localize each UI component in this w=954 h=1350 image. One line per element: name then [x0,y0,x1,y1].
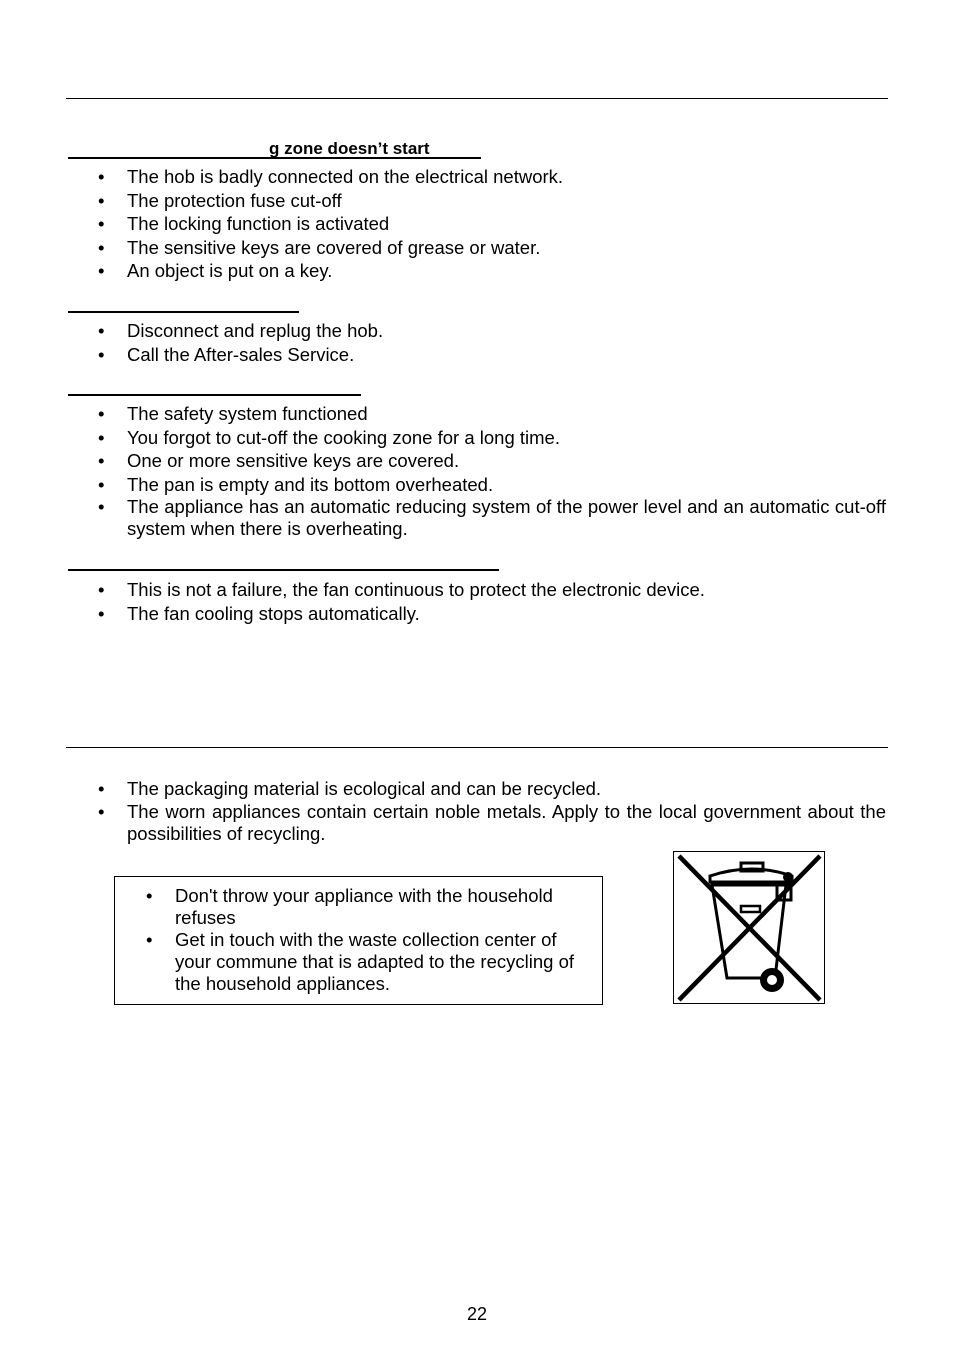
cooking-zone-heading: g zone doesn’t start [269,139,430,158]
heading-underline [68,569,499,571]
list-item: • The safety system functioned [68,402,886,426]
list-item: • Don't throw your appliance with the household refuses [115,885,595,929]
heading-underline [68,311,299,313]
environment-section-rule [66,747,888,748]
list-item: • An object is put on a key. [68,259,888,283]
list-item: • The hob is badly connected on the electrical network. [68,165,888,189]
list-item: • The pan is empty and its bottom overheated. [68,473,886,497]
list-item: • The packaging material is ecological and can be recycled. [68,777,886,801]
fan-notes-list [68,578,888,625]
list-item: • One or more sensitive keys are covered. [68,449,886,473]
environment-notes-list [68,777,886,846]
list-item: • The fan cooling stops automatically. [68,602,888,626]
crossed-out-wheelie-bin-icon [673,851,825,1004]
cut-off-causes-list [68,402,886,542]
list-item: • Get in touch with the waste collection center of your commune that is adapted to the recycling of the household appliances. [115,929,595,995]
list-item: • The protection fuse cut-off [68,189,888,213]
disposal-notes-list [115,885,595,995]
list-item: • The appliance has an automatic reducing system of the power level and an automatic cut-off system when there is overheating. [68,496,886,540]
list-item: • This is not a failure, the fan continuous to protect the electronic device. [68,578,888,602]
cooking-zone-causes-list [68,165,888,283]
list-item: • The locking function is activated [68,212,888,236]
list-item: • The worn appliances contain certain noble metals. Apply to the local government about the possibilities of recycling. [68,801,886,845]
list-item: • Disconnect and replug the hob. [68,319,888,343]
top-section-rule [66,98,888,99]
error-actions-list [68,319,888,366]
disposal-notice-box [114,876,603,1005]
page-number: 22 [466,1304,488,1324]
heading-underline [68,394,361,396]
list-item: • The sensitive keys are covered of grease or water. [68,236,888,260]
list-item: • Call the After-sales Service. [68,343,888,367]
list-item: • You forgot to cut-off the cooking zone for a long time. [68,426,886,450]
